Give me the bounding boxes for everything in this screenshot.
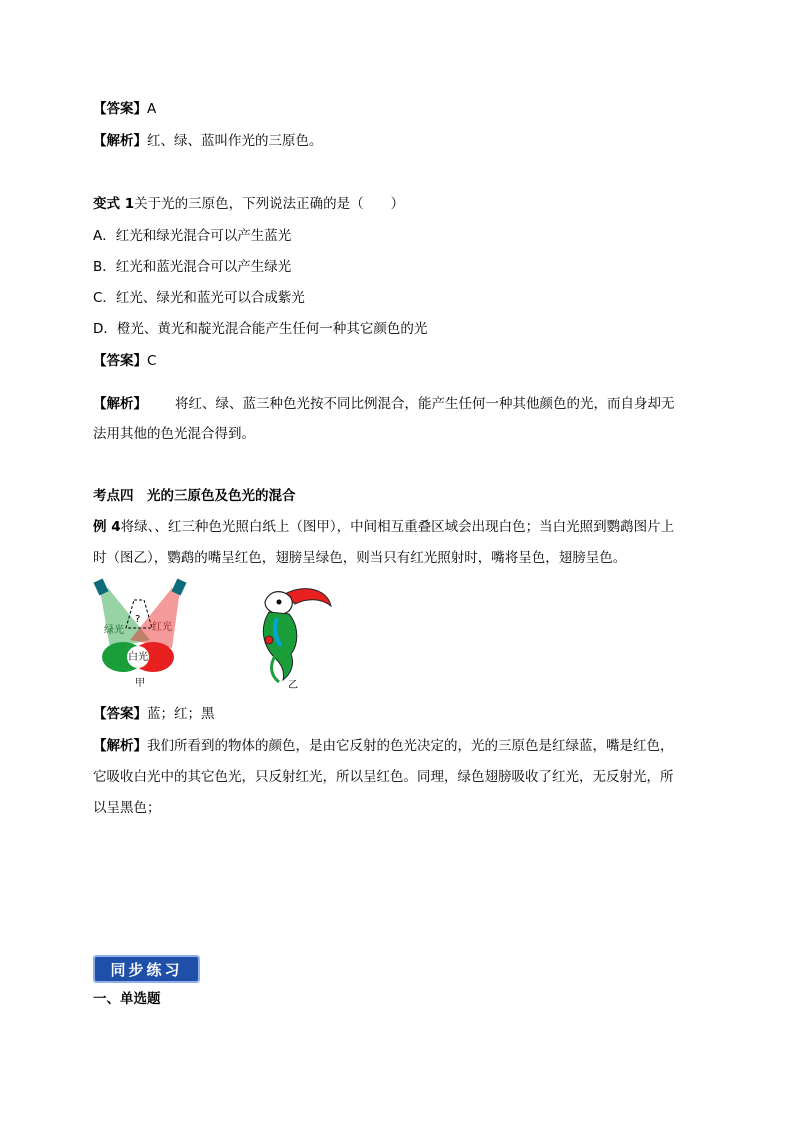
figure-jia-caption: 甲 [135,678,145,689]
answer-value: C [147,353,157,369]
variant-question [93,195,404,213]
figure-yi-parrot [255,584,333,692]
example-label: 例 4 [93,519,121,535]
variant-analysis-line-2: 法用其他的色光混合得到。 [93,426,255,442]
analysis-label: 【解析】 [93,738,147,754]
answer-value: A [147,101,157,117]
practice-badge: 同步练习 [93,955,200,983]
question-mark: ? [135,614,141,625]
example-analysis-line-1 [93,737,674,755]
option-c: C．红光、绿光和蓝光可以合成紫光 [93,290,305,306]
parrot-eye [277,600,282,605]
variant-label: 变式 1 [93,196,135,212]
answer-value: 蓝；红；黑 [147,706,215,722]
variant-answer [93,352,156,370]
option-b: B．红光和蓝光混合可以产生绿光 [93,259,292,275]
red-light-label: 红光 [152,622,172,633]
answer-label: 【答案】 [93,353,147,369]
example-analysis-line-2: 它吸收白光中的其它色光，只反射红光，所以呈红色。同理，绿色翅膀吸收了红光，无反射光，所 [93,769,674,785]
answer-line-1 [93,100,156,118]
option-a: A．红光和绿光混合可以产生蓝光 [93,228,292,244]
analysis-text: 将红、绿、蓝三种色光按不同比例混合，能产生任何一种其他颜色的光，而自身却无 [175,396,675,412]
example-line-2: 时（图乙），鹦鹉的嘴呈红色，翅膀呈绿色，则当只有红光照射时，嘴将呈色，翅膀呈色。 [93,550,627,566]
example-analysis-line-3: 以呈黑色； [93,800,161,816]
analysis-text-1: 我们所看到的物体的颜色，是由它反射的色光决定的，光的三原色是红绿蓝，嘴是红色， [147,738,674,754]
answer-label: 【答案】 [93,101,147,117]
option-d: D．橙光、黄光和靛光混合能产生任何一种其它颜色的光 [93,321,428,337]
analysis-line-1 [93,132,323,150]
analysis-text: 红、绿、蓝叫作光的三原色。 [147,133,323,149]
parrot-red-dot [265,636,273,644]
figure-jia-light-mixing [90,578,190,690]
example-text-1: 将绿、、红三种色光照白纸上（图甲），中间相互重叠区域会出现白色；当白光照到鹦鹉图片上 [120,519,675,535]
green-light-label: 绿光 [104,625,124,636]
variant-question-text: 关于光的三原色，下列说法正确的是（ ） [134,196,405,212]
analysis-label: 【解析】 [93,133,147,149]
figure-yi-caption: 乙 [288,680,298,691]
example-answer [93,705,215,723]
example-line-1 [93,518,674,536]
variant-analysis-line-1 [93,395,675,413]
section-title: 考点四 光的三原色及色光的混合 [93,488,296,504]
practice-subtitle: 一、单选题 [93,991,161,1007]
answer-label: 【答案】 [93,706,147,722]
analysis-label: 【解析】 [93,396,147,412]
white-light-label: 白光 [128,652,148,663]
